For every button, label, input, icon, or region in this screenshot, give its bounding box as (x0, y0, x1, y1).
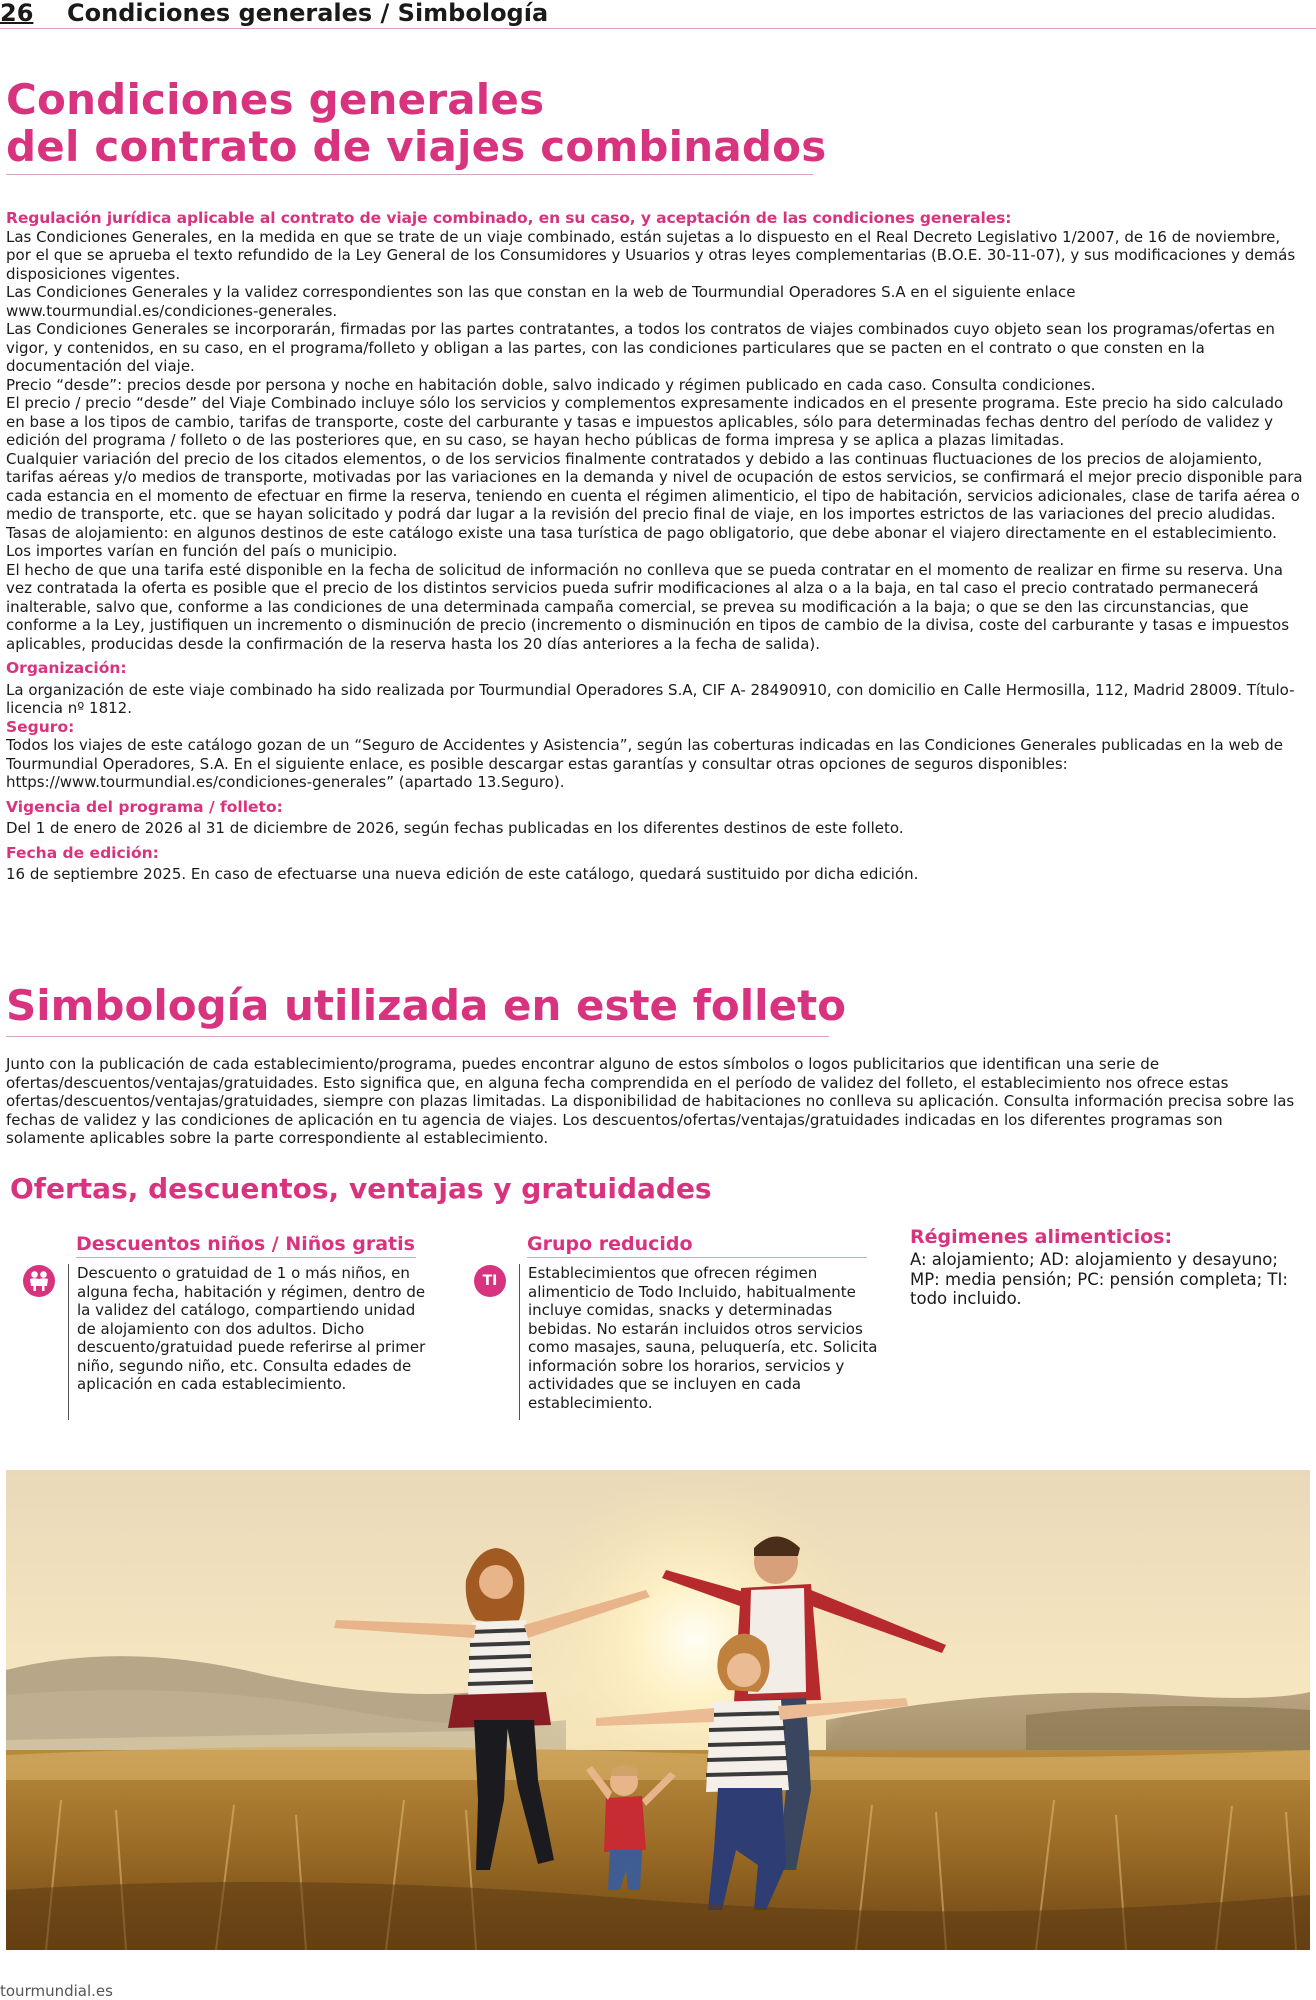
kids-discount-text: Descuento o gratuidad de 1 o más niños, en alguna fecha, habitación y régimen, dentro de la validez del catálogo, compartiendo unidad de alojamiento con dos adultos. Dicho descuento/gratuidad puede referirse al primer niño, segundo niño, etc. Consulta edades de aplicación en cada establecimiento. (77, 1264, 426, 1393)
conditions-paragraph: Las Condiciones Generales se incorporarán, firmadas por las partes contratantes, a todos los contratos de viajes combinados cuyo objeto sean los programas/ofertas en vigor, y contenidos, en su caso, en el programa/folleto y obligan a las partes, con las condiciones particulares que se pacten en el contrato o que consten en la documentación del viaje. (6, 320, 1275, 375)
group-heading: Grupo reducido (527, 1233, 867, 1258)
children-icon (23, 1265, 55, 1297)
conditions-paragraph: Cualquier variación del precio de los citados elementos, o de los servicios finalmente contratados y debido a las continuas fluctuaciones de los precios de alojamiento, tarifas aéreas y/o medios de transporte, motivadas por las variaciones en la demanda y nivel de ocupación de estos servicios, se confirmará el mejor precio disponible para cada estancia en el momento de efectuar en firme la reserva, teniendo en cuenta el régimen alimenticio, el tipo de habitación, servicios adicionales, clase de tarifa aérea o medio de transporte, etc. que se hayan solicitado y podrá dar lugar a la revisión del precio final de viaje, en los importes estrictos de las variaciones del precio aludidas. (6, 449, 1303, 523)
kids-discount-heading: Descuentos niños / Niños gratis (76, 1233, 416, 1258)
family-running-in-field-photo (6, 1470, 1310, 1950)
conditions-paragraph: Las Condiciones Generales y la validez correspondientes son las que constan en la web de Tourmundial Operadores S.A en el siguiente enlace www.tourmundial.es/condiciones-generales. (6, 283, 1076, 320)
symbology-title: Simbología utilizada en este folleto (6, 981, 846, 1030)
organization-text: La organización de este viaje combinado ha sido realizada por Tourmundial Operadores S.A, CIF A- 28490910, con domicilio en Calle Hermosilla, 112, Madrid 28009. Título-licencia nº 1812. (6, 680, 1295, 717)
regimes-text: A: alojamiento; AD: alojamiento y desayuno; MP: media pensión; PC: pensión completa; TI: todo incluido. (910, 1250, 1288, 1308)
validity-heading: Vigencia del programa / folleto: (6, 797, 283, 816)
organization-heading: Organización: (6, 659, 127, 677)
conditions-paragraph: Tasas de alojamiento: en algunos destinos de este catálogo existe una tasa turística de pago obligatorio, que debe abonar el viajero directamente en el establecimiento. Los importes varían en función del país o municipio. (6, 523, 1277, 560)
page-header (0, 0, 1316, 29)
validity-text: Del 1 de enero de 2026 al 31 de diciembre de 2026, según fechas publicadas en los diferentes destinos de este folleto. (6, 819, 904, 837)
conditions-title-rule (6, 174, 813, 175)
conditions-paragraph: Precio “desde”: precios desde por persona y noche en habitación doble, salvo indicado y régimen publicado en cada caso. Consulta condiciones. (6, 375, 1096, 394)
conditions-paragraph: El hecho de que una tarifa esté disponible en la fecha de solicitud de información no conlleva que se pueda contratar en el momento de realizar en firme su reserva. Una vez contratada la oferta es posible que el precio de los distintos servicios pueda sufrir modificaciones al alza o a la baja, en tal caso el precio contratado permanecerá inalterable, salvo que, conforme a las condiciones de una determinada campaña comercial, se prevea su modificación a la baja; o que se den las circunstancias, que conforme a la Ley, justifiquen un incremento o disminución de precio (incremento o disminución en tipos de cambio de la divisa, coste del carburante y tasas e impuestos aplicables, producidas desde la confirmación de la reserva hasta los 20 días anteriores a la fecha de salida). (6, 560, 1290, 653)
offers-title: Ofertas, descuentos, ventajas y gratuidades (10, 1172, 712, 1205)
page-number: 26 (0, 0, 34, 27)
conditions-title-line2: del contrato de viajes combinados (6, 122, 827, 171)
conditions-paragraph: Las Condiciones Generales, en la medida en que se trate de un viaje combinado, están sujetas a lo dispuesto en el Real Decreto Legislativo 1/2007, de 16 de noviembre, por el que se aprueba el texto refundido de la Ley General de los Consumidores y Usuarios y otras leyes complementarias (B.O.E. 30-11-07), y sus modificaciones y demás disposiciones vigentes. (6, 227, 1296, 283)
edition-text: 16 de septiembre 2025. En caso de efectuarse una nueva edición de este catálogo, quedará sustituido por dicha edición. (6, 865, 919, 883)
conditions-paragraph: El precio / precio “desde” del Viaje Combinado incluye sólo los servicios y complementos expresamente indicados en el presente programa. Este precio ha sido calculado en base a los tipos de cambio, tarifas de transporte, coste del carburante y tasas e impuestos aplicables, sólo para determinadas fechas dentro del período de validez y edición del programa / folleto o de las posteriores que, en su caso, se hayan hecho públicas de forma impresa y se aplica a plazas limitadas. (6, 394, 1284, 449)
insurance-heading: Seguro: (6, 717, 75, 736)
all-inclusive-icon: TI (474, 1265, 506, 1297)
group-box (519, 1264, 878, 1420)
kids-discount-box (68, 1264, 427, 1420)
symbology-title-rule (6, 1036, 829, 1037)
regulation-heading: Regulación jurídica aplicable al contrato de viaje combinado, en su caso, y aceptación de las condiciones generales: (6, 209, 1012, 227)
symbology-intro: Junto con la publicación de cada establecimiento/programa, puedes encontrar alguno de estos símbolos o logos publicitarios que identifican una serie de ofertas/descuentos/ventajas/gratuidades. Esto significa que, en alguna fecha comprendida en el período de validez del folleto, el establecimiento nos ofrece estas ofertas/descuentos/ventajas/gratuidades, siempre con plazas limitadas. La disponibilidad de habitaciones no conlleva su aplicación. Consulta información precisa sobre las fechas de validez y las condiciones de aplicación en tu agencia de viajes. Los descuentos/ofertas/ventajas/gratuidades indicadas en los diferentes programas son solamente aplicables sobre la parte correspondiente al establecimiento. (6, 1055, 1295, 1147)
conditions-title (6, 76, 826, 170)
footer-url: tourmundial.es (0, 1982, 113, 2000)
insurance-text: Todos los viajes de este catálogo gozan de un “Seguro de Accidentes y Asistencia”, según las coberturas indicadas en las Condiciones Generales publicadas en la web de Tourmundial Operadores, S.A. En el siguiente enlace, es posible descargar estas garantías y consultar otras opciones de seguros disponibles: https://www.tourmundial.es/condiciones-generales” (apartado 13.Seguro). (6, 736, 1283, 791)
page-header-title: Condiciones generales / Simbología (67, 0, 549, 27)
group-text: Establecimientos que ofrecen régimen alimenticio de Todo Incluido, habitualmente incluye comidas, snacks y determinadas bebidas. No estarán incluidos otros servicios como masajes, sauna, peluquería, etc. Solicita información sobre los horarios, servicios y actividades que se incluyen en cada establecimiento. (528, 1264, 878, 1412)
conditions-title-line1: Condiciones generales (6, 75, 545, 124)
conditions-body (6, 209, 1306, 884)
edition-heading: Fecha de edición: (6, 843, 159, 862)
regimes-heading: Régimenes alimenticios: (910, 1226, 1173, 1248)
